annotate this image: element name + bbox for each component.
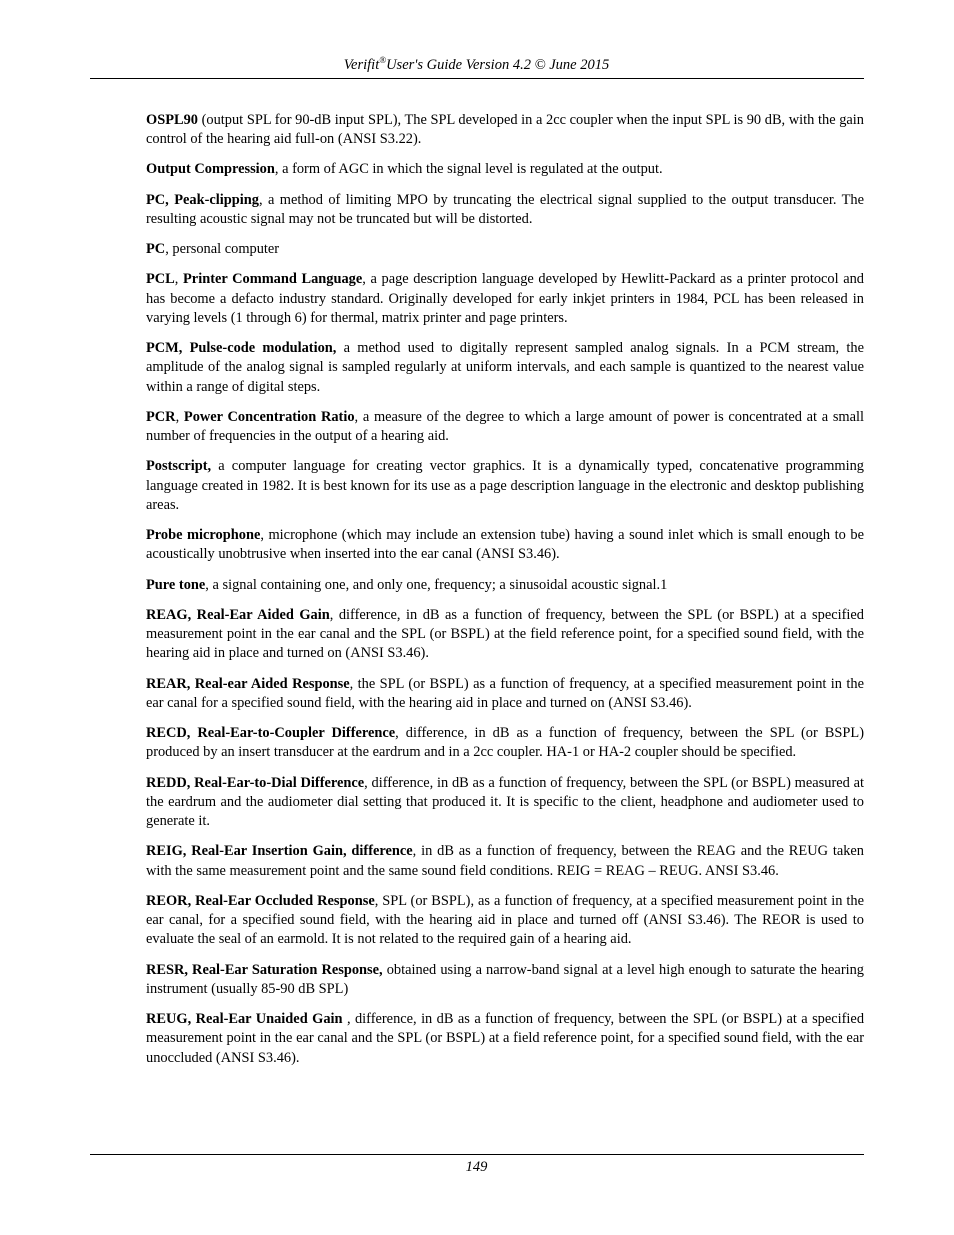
entry-definition: , personal computer bbox=[165, 241, 280, 258]
entry-term: OSPL90 bbox=[146, 112, 198, 128]
glossary-content bbox=[146, 111, 864, 1079]
entry-term: PCM, Pulse-code modulation, bbox=[146, 340, 337, 357]
entry-term-expansion: Power Concentration Ratio bbox=[183, 408, 355, 425]
glossary-entry bbox=[146, 526, 864, 565]
entry-term-expansion: Printer Command Language bbox=[183, 271, 363, 288]
entry-separator: , bbox=[174, 271, 184, 288]
entry-definition: a method used to digitally represent sampled analog signals. In a PCM stream, the amplitude of the analog signal is sampled regularly at uniform intervals, and each sample is quantized to the nearest value within a range of digital steps. bbox=[146, 340, 864, 395]
header-product: Verifit bbox=[343, 57, 380, 73]
entry-term: PC bbox=[146, 241, 166, 258]
glossary-entry bbox=[146, 675, 864, 714]
entry-definition: , the SPL (or BSPL) as a function of frequency, at a specified measurement point in the ear canal for a specified sound field, with the hearing aid in place and turned on (ANSI S3.46). bbox=[146, 675, 864, 711]
glossary-entry bbox=[146, 408, 864, 447]
entry-term: REDD, Real-Ear-to-Dial Difference bbox=[146, 774, 365, 791]
glossary-entry bbox=[146, 774, 864, 832]
entry-term: Postscript, bbox=[146, 458, 212, 475]
entry-definition: , difference, in dB as a function of frequency, between the SPL (or BSPL) measured at the eardrum and the audiometer dial setting that produced it. It is specific to the client, headphone and audiometer used to generate it. bbox=[146, 774, 864, 830]
page-number: 149 bbox=[465, 1159, 488, 1175]
footer-divider bbox=[90, 1154, 864, 1155]
entry-definition: a computer language for creating vector graphics. It is a dynamically typed, concatenative programming language created in 1982. It is best known for its use as a page description language in the electronic and desktop publishing areas. bbox=[146, 458, 864, 513]
glossary-entry bbox=[146, 457, 864, 515]
entry-term: REAR, Real-ear Aided Response bbox=[146, 675, 350, 692]
header-divider bbox=[90, 78, 864, 79]
entry-definition: , a measure of the degree to which a large amount of power is concentrated at a small number of frequencies in the output of a hearing aid. bbox=[146, 408, 864, 445]
glossary-entry bbox=[146, 842, 864, 881]
entry-definition: (output SPL for 90-dB input SPL), The SPL developed in a 2cc coupler when the input SPL is 90 dB, with the gain control of the hearing aid full-on (ANSI S3.22). bbox=[146, 112, 864, 148]
glossary-entry bbox=[146, 240, 864, 259]
glossary-entry bbox=[146, 191, 864, 230]
entry-definition: obtained using a narrow-band signal at a level high enough to saturate the hearing instrument (usually 85-90 dB SPL) bbox=[146, 961, 864, 997]
entry-definition: , a signal containing one, and only one, frequency; a sinusoidal acoustic signal.1 bbox=[205, 576, 668, 593]
glossary-entry bbox=[146, 1010, 864, 1068]
entry-definition: , difference, in dB as a function of frequency, between the SPL (or BSPL) at a specified measurement point in the ear canal and the SPL (or BSPL) at a field reference point, for a specified sound field, with the ear unoccluded (ANSI S3.46). bbox=[146, 1011, 865, 1066]
entry-separator: , bbox=[175, 408, 184, 425]
registered-mark: ® bbox=[379, 55, 387, 66]
entry-term: Output Compression bbox=[146, 161, 275, 178]
entry-term: Pure tone bbox=[146, 576, 206, 593]
entry-term: REOR, Real-Ear Occluded Response bbox=[146, 892, 375, 909]
entry-term: PC, Peak-clipping bbox=[146, 191, 259, 208]
glossary-entry bbox=[146, 961, 864, 1000]
entry-term: RECD, Real-Ear-to-Coupler Difference bbox=[146, 725, 396, 742]
entry-definition: , a page description language developed by Hewlitt-Packard as a printer protocol and has become a defacto industry standard. Originally developed for early inkjet printers in 1984, PCL has been released in varying levels (1 through 6) for thermal, matrix printer and page printers. bbox=[146, 271, 864, 326]
entry-definition: , difference, in dB as a function of frequency, between the SPL (or BSPL) produced by an insert transducer at the eardrum and in a 2cc coupler. HA-1 or HA-2 coupler should be specified. bbox=[146, 725, 864, 761]
glossary-entry bbox=[146, 724, 864, 763]
header-title: User's Guide Version 4.2 © June 2015 bbox=[386, 57, 610, 73]
glossary-entry bbox=[146, 892, 864, 950]
entry-definition: , a method of limiting MPO by truncating the electrical signal supplied to the output transducer. The resulting acoustic signal may not be truncated but will be distorted. bbox=[146, 191, 864, 227]
entry-term: REUG, Real-Ear Unaided Gain bbox=[146, 1011, 343, 1028]
glossary-entry bbox=[146, 606, 864, 664]
entry-definition: , microphone (which may include an extension tube) having a sound inlet which is small enough to be acoustically unobtrusive when inserted into the ear canal (ANSI S3.46). bbox=[146, 527, 864, 563]
entry-term: PCR bbox=[146, 408, 176, 425]
entry-definition: , in dB as a function of frequency, between the REAG and the REUG taken with the same measurement point and the same sound field conditions. REIG = REAG – REUG. ANSI S3.46. bbox=[146, 843, 864, 879]
glossary-entry bbox=[146, 270, 864, 328]
entry-term: REAG, Real-Ear Aided Gain bbox=[146, 606, 330, 623]
glossary-entry bbox=[146, 576, 864, 595]
page-header bbox=[90, 56, 863, 74]
entry-term: Probe microphone bbox=[146, 527, 261, 544]
entry-term: PCL bbox=[146, 271, 175, 288]
entry-definition: , SPL (or BSPL), as a function of frequency, at a specified measurement point in the ear canal, for a specified sound field, with the hearing aid in place and turned off (ANSI S3.46). The REOR is used to evaluate the seal of an earmold. It is not related to the required gain of a hearing aid. bbox=[146, 892, 865, 948]
entry-term: RESR, Real-Ear Saturation Response, bbox=[146, 961, 383, 978]
entry-definition: , a form of AGC in which the signal level is regulated at the output. bbox=[274, 161, 663, 178]
entry-definition: , difference, in dB as a function of frequency, between the SPL (or BSPL) at a specified measurement point in the ear canal and the SPL (or BSPL) at the field reference point, for a specified sound field, with the hearing aid in place and turned on (ANSI S3.46). bbox=[146, 606, 864, 662]
glossary-entry bbox=[146, 111, 864, 150]
glossary-entry bbox=[146, 160, 864, 179]
glossary-entry bbox=[146, 339, 864, 397]
entry-term: REIG, Real-Ear Insertion Gain, difference bbox=[146, 843, 413, 860]
